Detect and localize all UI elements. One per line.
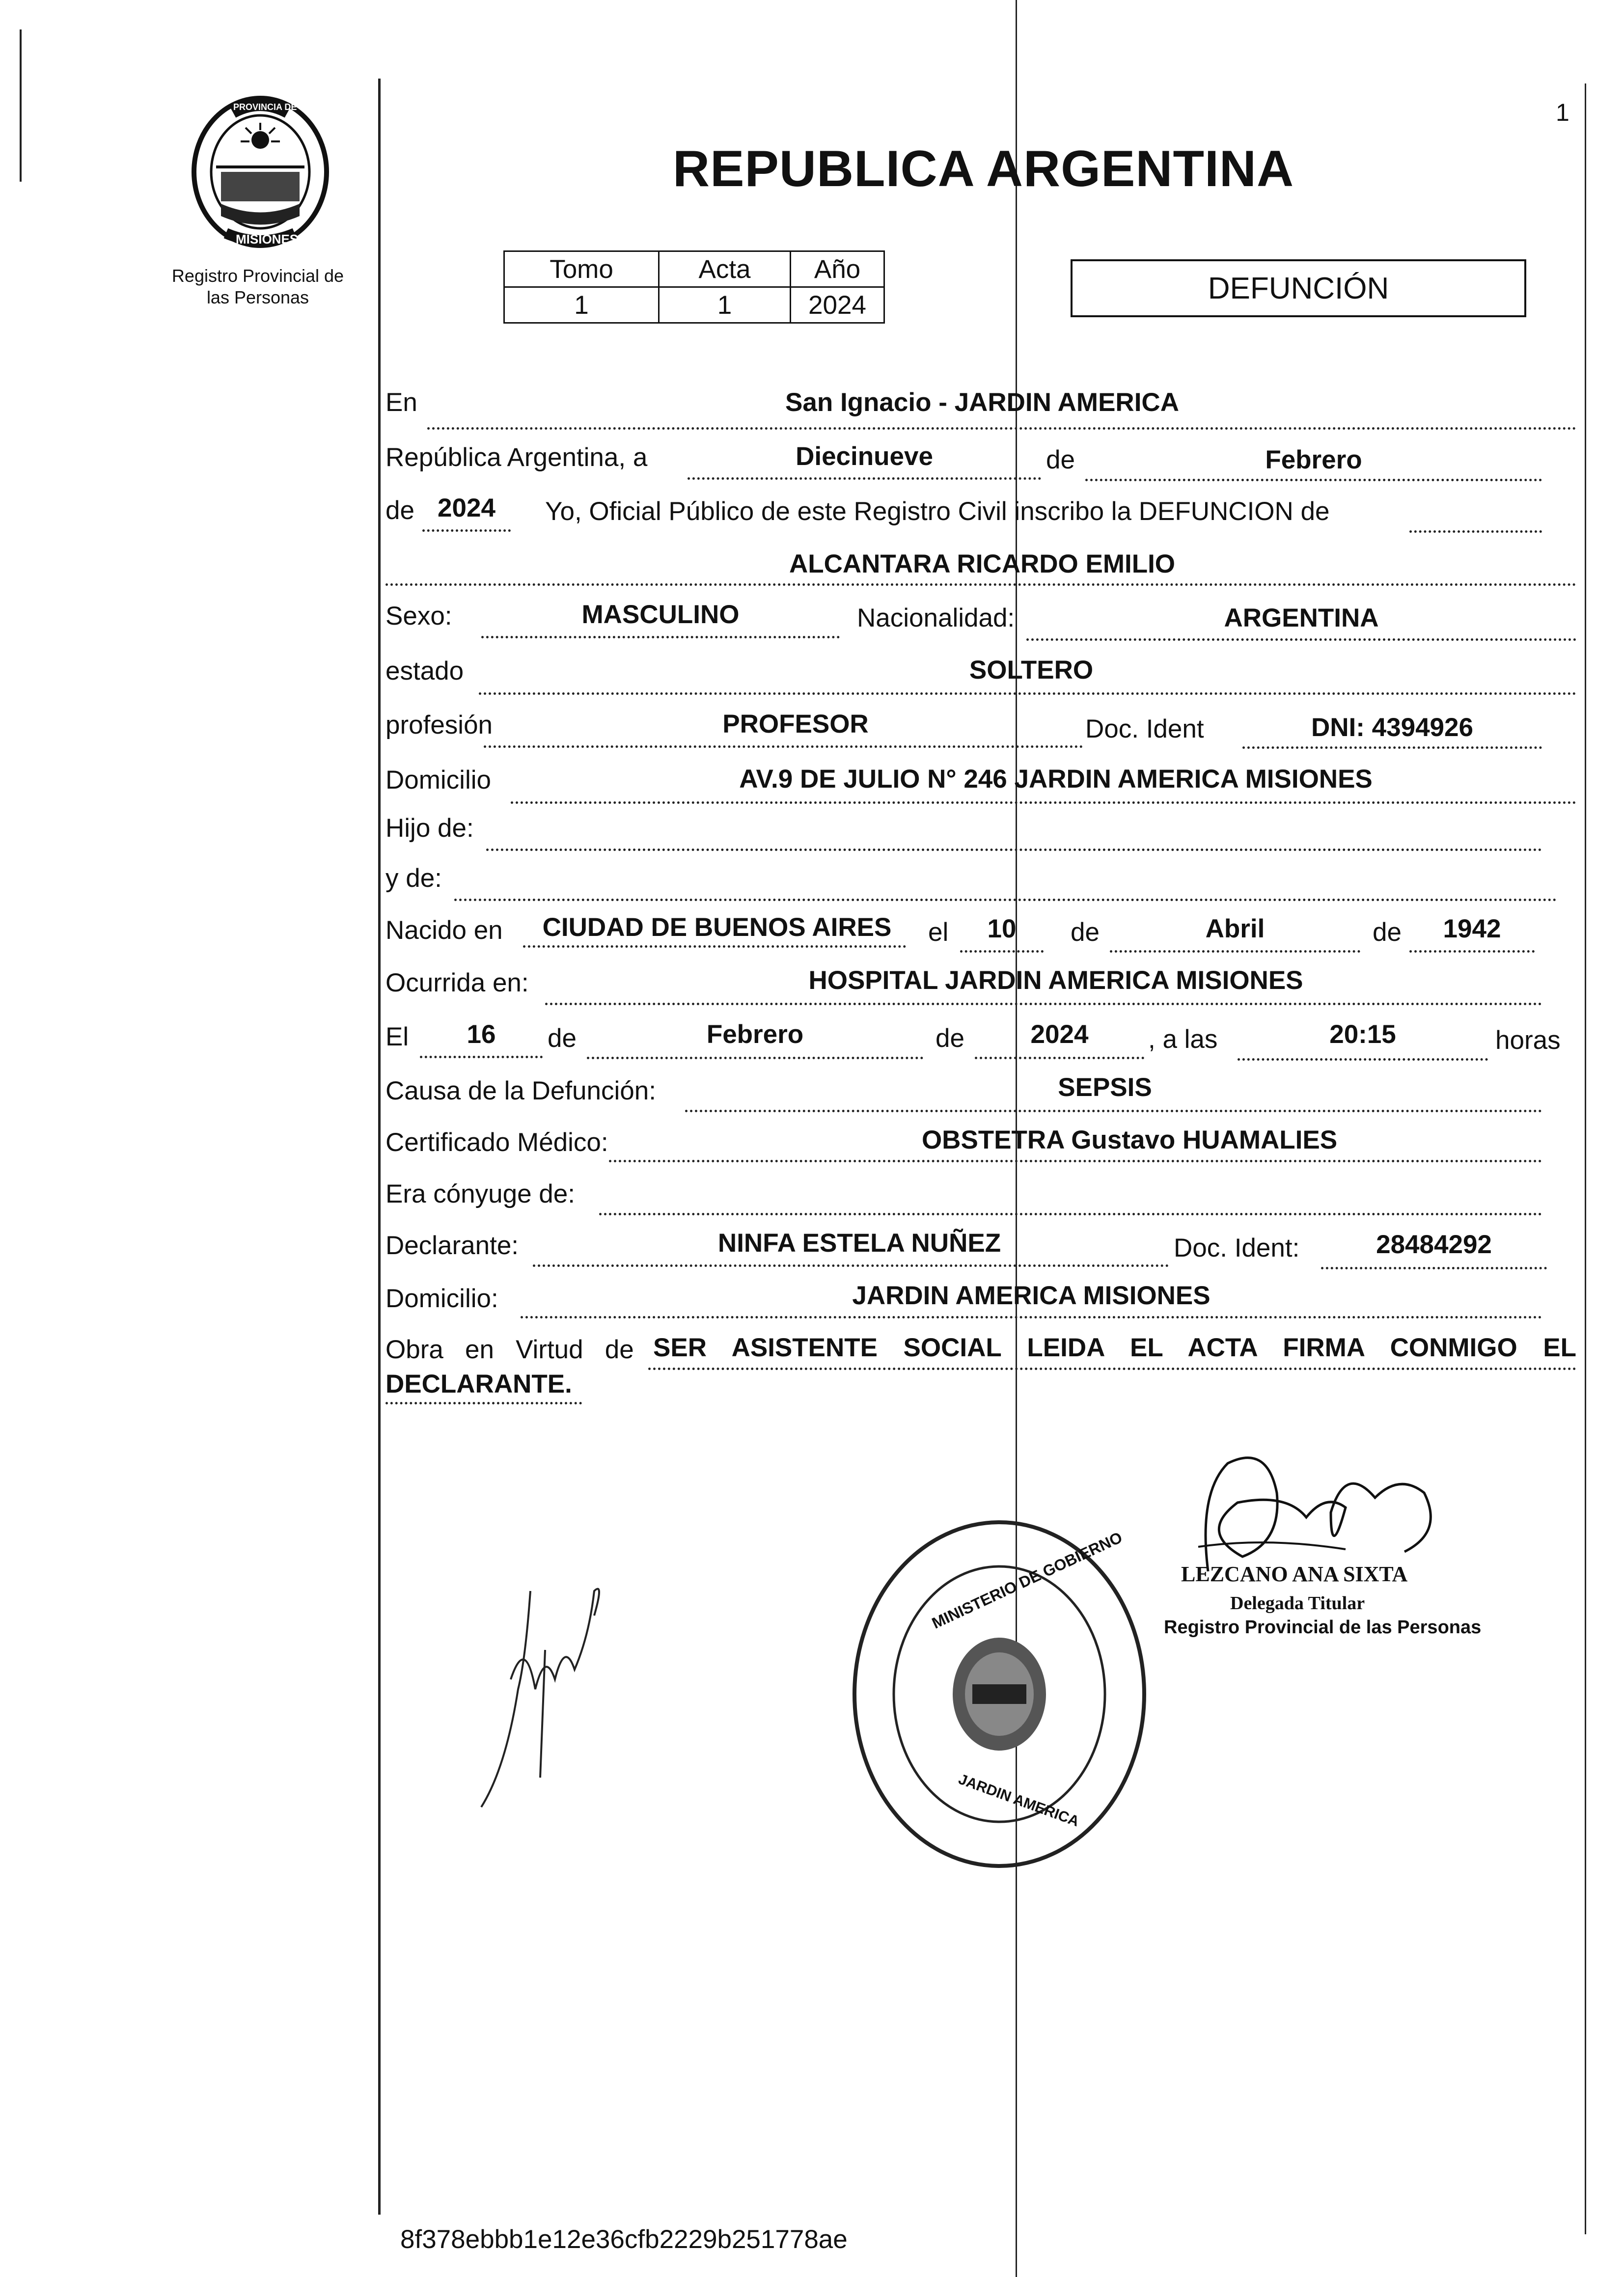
profesion-label: profesión [385,711,493,740]
en-value: San Ignacio - JARDIN AMERICA [785,388,1179,417]
nacido-label: Nacido en [385,916,503,945]
nacido-anio-line [1409,950,1535,953]
seal-arc-top: PROVINCIA DE [233,102,297,112]
def-anio-line [975,1057,1144,1059]
El-label: El [385,1022,409,1051]
declarante-label: Declarante: [385,1231,519,1260]
yde-line [454,899,1557,901]
declarante-line [533,1264,1169,1267]
left-edge-line [20,29,22,182]
obra-underline2 [385,1402,582,1404]
month-line [1085,479,1542,481]
republica-label: República Argentina, a [385,443,648,472]
deceased-name: ALCANTARA RICARDO EMILIO [789,549,1176,578]
declarant-signature [471,1562,619,1817]
de-label-4: de [1373,918,1402,947]
record-type-box: DEFUNCIÓN [1071,259,1526,317]
registrar-role: Delegada Titular [1230,1593,1365,1614]
hora-line [1238,1058,1488,1061]
year-line [422,529,511,532]
obra-line2: DECLARANTE. [385,1370,572,1399]
hijo-line [486,849,1542,851]
registrar-office: Registro Provincial de las Personas [1164,1617,1482,1638]
yo-line [1409,530,1542,533]
estado-value: SOLTERO [969,656,1094,685]
sexo-label: Sexo: [385,602,452,631]
nacionalidad-label: Nacionalidad: [857,604,1015,632]
anio-value: 2024 [791,287,884,323]
doc2-value: 28484292 [1376,1230,1492,1259]
provincial-seal [187,93,334,250]
nacionalidad-value: ARGENTINA [1224,604,1379,632]
alas-label: , a las [1148,1025,1218,1054]
doc2-line [1321,1267,1547,1269]
nacido-lugar: CIUDAD DE BUENOS AIRES [542,913,892,942]
domicilio-line [511,801,1576,804]
de-label-2: de [385,496,414,525]
conyuge-line [599,1213,1542,1215]
ocurrida-label: Ocurrida en: [385,968,529,997]
domicilio-value: AV.9 DE JULIO N° 246 JARDIN AMERICA MISIONES [739,765,1373,794]
doc-label: Doc. Ident [1085,714,1204,743]
nacido-dia-line [960,950,1044,953]
def-mes: Febrero [706,1020,804,1049]
domicilio-label: Domicilio [385,766,491,795]
causa-label: Causa de la Defunción: [385,1076,656,1105]
stamp-bottom-text: JARDIN AMERICA [956,1771,1081,1830]
estado-label: estado [385,657,464,686]
record-table [503,250,885,324]
doc-line [1242,746,1542,749]
page-title: REPUBLICA ARGENTINA [673,140,1294,197]
margin-line [378,79,381,2215]
def-dia: 16 [467,1020,496,1049]
cert-label: Certificado Médico: [385,1128,608,1157]
cert-value: OBSTETRA Gustavo HUAMALIES [921,1125,1338,1154]
seal-arc-bottom: MISIONES [236,232,299,247]
estado-line [479,692,1576,695]
registry-label-line2: las Personas [206,287,309,307]
nacido-dia: 10 [987,914,1017,943]
sexo-line [481,636,840,638]
conyuge-label: Era cónyuge de: [385,1180,575,1208]
anio-header: Año [791,251,884,287]
def-dia-line [420,1056,543,1058]
month-value: Febrero [1265,445,1362,474]
registrar-name: LEZCANO ANA SIXTA [1181,1562,1408,1586]
nacido-anio: 1942 [1443,914,1501,943]
causa-line [685,1110,1542,1112]
hora-value: 20:15 [1329,1020,1396,1049]
causa-value: SEPSIS [1058,1073,1152,1102]
right-edge-line [1585,83,1586,2234]
sexo-value: MASCULINO [581,600,740,629]
declarante-value: NINFA ESTELA NUÑEZ [717,1229,1001,1258]
el-label: el [928,918,949,947]
en-line [427,427,1576,430]
horas-label: horas [1495,1026,1561,1055]
registrar-signature [1169,1434,1483,1581]
yo-text: Yo, Oficial Público de este Registro Civil inscribo la DEFUNCION de [545,497,1330,526]
acta-header: Acta [659,251,791,287]
cert-line [609,1160,1542,1162]
domicilio2-value: JARDIN AMERICA MISIONES [852,1281,1211,1310]
day-value: Diecinueve [796,442,933,471]
en-label: En [385,388,417,417]
doc-value: DNI: 4394926 [1311,713,1473,742]
doc2-label: Doc. Ident: [1174,1234,1300,1262]
profesion-line [484,745,1083,748]
tomo-value: 1 [504,287,659,323]
obra-underline1 [648,1368,1576,1370]
ocurrida-value: HOSPITAL JARDIN AMERICA MISIONES [808,966,1303,995]
official-stamp [850,1517,1149,1871]
document-hash: 8f378ebbb1e12e36cfb2229b251778ae [400,2225,848,2254]
name-line [385,583,1576,586]
day-line [688,477,1041,480]
de-label-5: de [548,1024,577,1053]
ocurrida-line [545,1003,1542,1005]
de-label-1: de [1046,445,1075,474]
page-number: 1 [1556,99,1569,126]
tomo-header: Tomo [504,251,659,287]
obra-line1: SER ASISTENTE SOCIAL LEIDA EL ACTA FIRMA CONMIGO EL [653,1333,1576,1362]
hijo-label: Hijo de: [385,814,474,843]
yde-label: y de: [385,864,442,893]
nacido-mes-line [1110,950,1360,953]
domicilio2-line [521,1316,1542,1318]
domicilio2-label: Domicilio: [385,1284,498,1313]
obra-label: Obra en Virtud de [385,1335,634,1364]
year-value: 2024 [438,494,495,522]
nacionalidad-line [1026,638,1576,641]
de-label-6: de [936,1024,964,1053]
nacido-line [523,945,906,948]
acta-value: 1 [659,287,791,323]
stamp-inner-text: MINISTERIO DE GOBIERNO [929,1528,1125,1632]
def-mes-line [587,1057,923,1059]
profesion-value: PROFESOR [722,710,869,739]
de-label-3: de [1071,918,1100,947]
registry-label-line1: Registro Provincial de [171,266,344,286]
def-anio: 2024 [1030,1020,1089,1049]
nacido-mes: Abril [1205,914,1265,943]
registry-label [147,265,368,308]
